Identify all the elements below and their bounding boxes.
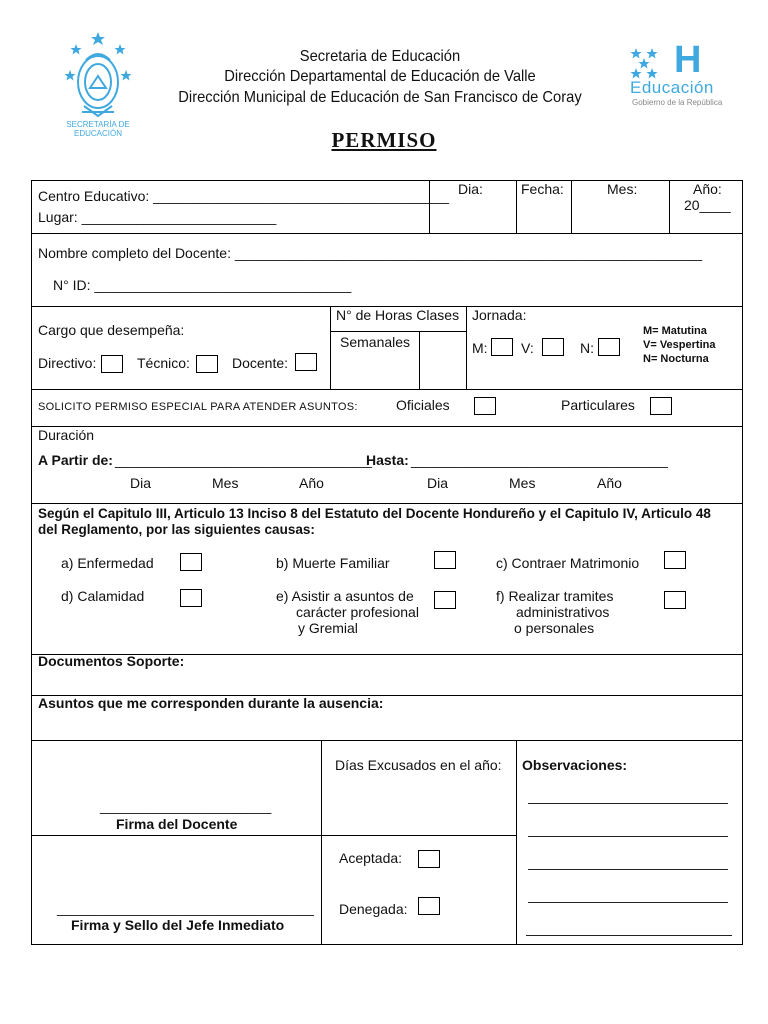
jornada-v-checkbox[interactable] — [542, 338, 564, 356]
cargo-label: Cargo que desempeña: — [38, 322, 185, 338]
causa-a-label: a) Enfermedad — [61, 555, 154, 571]
header-line-2: Dirección Departamental de Educación de Valle — [224, 68, 536, 85]
oficiales-label: Oficiales — [396, 397, 450, 413]
denegada-label: Denegada: — [339, 901, 408, 917]
observaciones-line-5[interactable] — [526, 935, 732, 936]
jornada-label: Jornada: — [472, 307, 527, 323]
observaciones-line-4[interactable] — [528, 902, 728, 903]
apartir-anio: Año — [299, 475, 324, 491]
jornada-n-checkbox[interactable] — [598, 338, 620, 356]
centro-educativo[interactable]: Centro Educativo: ______________________________________ — [38, 188, 450, 204]
directivo-checkbox[interactable] — [101, 355, 123, 373]
hasta-dia: Dia — [427, 475, 449, 491]
anio-label: Año: — [693, 181, 722, 197]
educacion-logo — [630, 39, 740, 116]
causas-text-1: Según el Capitulo III, Articulo 13 Inciso 8 del Estatuto del Docente Hondureño y el Capitulo IV, Articulo 48 — [38, 506, 711, 521]
hasta-field[interactable]: _________________________________ — [411, 452, 668, 468]
apartir-label: A Partir de: — [38, 452, 113, 468]
causa-a-checkbox[interactable] — [180, 553, 202, 571]
firma-docente-label: Firma del Docente — [116, 816, 238, 832]
hasta-mes: Mes — [509, 475, 536, 491]
causa-e-checkbox[interactable] — [434, 591, 456, 609]
causa-e-line-3: y Gremial — [298, 620, 358, 636]
jornada-n-label: N: — [580, 340, 594, 356]
causa-f-checkbox[interactable] — [664, 591, 686, 609]
numero-id[interactable]: N° ID: _________________________________ — [53, 277, 352, 293]
causa-d-checkbox[interactable] — [180, 589, 202, 607]
legend-nocturna: N= Nocturna — [643, 353, 709, 365]
page-title: PERMISO — [331, 128, 437, 152]
tecnico-checkbox[interactable] — [196, 355, 218, 373]
observaciones-line-1[interactable] — [528, 803, 728, 804]
educacion-word: Educación — [630, 78, 714, 97]
lugar[interactable]: Lugar: _________________________ — [38, 209, 277, 225]
h-letter: H — [674, 39, 702, 81]
apartir-dia: Dia — [130, 475, 152, 491]
header-line-1: Secretaria de Educación — [299, 48, 461, 65]
logo-text-2: EDUCACIÓN — [73, 129, 122, 138]
logo-text-1: SECRETARÍA DE — [66, 120, 130, 129]
secretaria-logo — [62, 30, 134, 142]
causa-f-line-2: administrativos — [516, 604, 610, 620]
causa-e-line-2: carácter profesional — [296, 604, 419, 620]
causa-b-checkbox[interactable] — [434, 551, 456, 569]
legend-matutina: M= Matutina — [643, 325, 707, 337]
duracion-label: Duración — [38, 427, 95, 443]
jornada-m-checkbox[interactable] — [491, 338, 513, 356]
denegada-checkbox[interactable] — [418, 897, 440, 915]
particulares-label: Particulares — [561, 397, 635, 413]
directivo-label: Directivo: — [38, 355, 97, 371]
anio-value[interactable]: 20____ — [684, 197, 731, 213]
observaciones-label: Observaciones: — [522, 757, 628, 773]
aceptada-checkbox[interactable] — [418, 850, 440, 868]
firma-jefe-label: Firma y Sello del Jefe Inmediato — [71, 917, 285, 933]
causa-e-line-1: e) Asistir a asuntos de — [276, 588, 414, 604]
coat-of-arms-icon — [62, 30, 134, 120]
apartir-field[interactable]: _________________________________ — [115, 452, 372, 468]
dias-excusados: Días Excusados en el año: — [335, 757, 502, 773]
causa-d-label: d) Calamidad — [61, 588, 145, 604]
particulares-checkbox[interactable] — [650, 397, 672, 415]
docente-label: Docente: — [232, 355, 289, 371]
causa-f-line-3: o personales — [514, 620, 595, 636]
aceptada-label: Aceptada: — [339, 850, 403, 866]
oficiales-checkbox[interactable] — [474, 397, 496, 415]
stars-icon — [630, 46, 678, 82]
tecnico-label: Técnico: — [137, 355, 190, 371]
header-line-3: Dirección Municipal de Educación de San Francisco de Coray — [178, 89, 582, 106]
causa-c-checkbox[interactable] — [664, 551, 686, 569]
causas-text-2: del Reglamento, por las siguientes causas: — [38, 522, 315, 537]
nombre-docente[interactable]: Nombre completo del Docente: ____________________________________________________________ — [38, 245, 703, 261]
firma-docente-line[interactable]: ______________________ — [100, 798, 272, 814]
causa-c-label: c) Contraer Matrimonio — [496, 555, 640, 571]
jornada-v-label: V: — [521, 340, 534, 356]
horas-label: N° de Horas Clases — [336, 307, 460, 323]
fecha-label: Fecha: — [521, 181, 564, 197]
documentos-soporte: Documentos Soporte: — [38, 653, 185, 669]
dia-label: Dia: — [458, 181, 483, 197]
hasta-label: Hasta: — [366, 452, 409, 468]
apartir-mes: Mes — [212, 475, 239, 491]
hasta-anio: Año — [597, 475, 622, 491]
firma-jefe-line[interactable]: _________________________________ — [57, 900, 314, 916]
observaciones-line-2[interactable] — [528, 836, 728, 837]
mes-label: Mes: — [607, 181, 638, 197]
asuntos-ausencia: Asuntos que me corresponden durante la ausencia: — [38, 695, 384, 711]
jornada-m-label: M: — [472, 340, 488, 356]
legend-vespertina: V= Vespertina — [643, 339, 716, 351]
semanales-label: Semanales — [340, 334, 411, 350]
solicito-label: SOLICITO PERMISO ESPECIAL PARA ATENDER ASUNTOS: — [38, 401, 358, 413]
docente-checkbox[interactable] — [295, 353, 317, 371]
gobierno-text: Gobierno de la República — [632, 98, 723, 107]
causa-b-label: b) Muerte Familiar — [276, 555, 390, 571]
causa-f-line-1: f) Realizar tramites — [496, 588, 614, 604]
observaciones-line-3[interactable] — [528, 869, 728, 870]
